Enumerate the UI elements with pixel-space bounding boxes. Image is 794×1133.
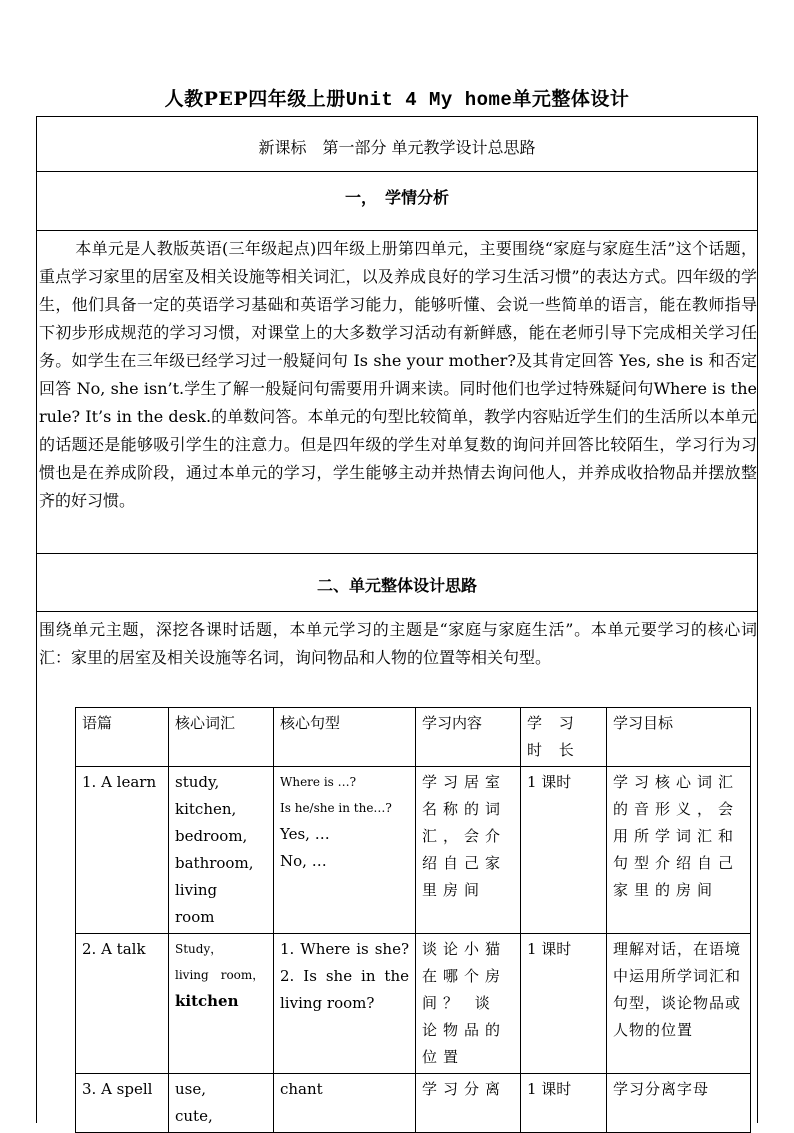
section1-body: [39, 235, 757, 515]
title-suffix: 单元整体设计: [512, 88, 630, 110]
cell-vocab: [169, 934, 274, 1074]
cell-vocab: use, cute,: [169, 1074, 274, 1133]
cell-text: 1. A learn: [76, 767, 169, 934]
header-row-label: 新课标 第一部分 单元教学设计总思路: [258, 138, 536, 157]
title-prefix: 人教PEP四年级上册: [164, 88, 346, 110]
unit-plan-table: [75, 707, 751, 1133]
table-header-row: [76, 708, 751, 767]
table-row: [76, 1074, 751, 1133]
col-header-duration: 学 习 时 长: [521, 708, 607, 767]
vocab-item: kitchen,: [175, 800, 237, 818]
vocab-item: living room: [175, 881, 233, 926]
divider-4: [37, 611, 757, 612]
divider-1: [37, 171, 757, 172]
col-header-goal: 学习目标: [607, 708, 751, 767]
cell-duration: 1 课时: [521, 767, 607, 934]
pattern-item: Is he/she in the…?: [280, 801, 392, 815]
cell-text: 2. A talk: [76, 934, 169, 1074]
col-header-pattern: 核心句型: [274, 708, 416, 767]
cell-goal: 学习分离字母: [607, 1074, 751, 1133]
col-header-text: 语篇: [76, 708, 169, 767]
cell-duration: 1 课时: [521, 1074, 607, 1133]
pattern-item: Yes, …: [280, 825, 330, 843]
cell-content: 学习分离: [416, 1074, 521, 1133]
table-row: [76, 934, 751, 1074]
vocab-item: bathroom,: [175, 854, 254, 872]
pattern-item: Where is …?: [280, 775, 357, 789]
section2-title: 二、单元整体设计思路: [316, 576, 477, 595]
cell-pattern: 1. Where is she? 2. Is she in the living room?: [274, 934, 416, 1074]
outer-table: [36, 116, 758, 1123]
vocab-item: Study，: [175, 942, 223, 956]
section2-body: 围绕单元主题，深挖各课时话题，本单元学习的主题是“家庭与家庭生活”。本单元要学习的核心词汇：家里的居室及相关设施等名词，询问物品和人物的位置等相关句型。: [39, 620, 757, 667]
divider-3: [37, 553, 757, 554]
pattern-item: No, …: [280, 852, 327, 870]
cell-pattern: [274, 767, 416, 934]
title-unit: Unit 4 My home: [345, 89, 513, 111]
cell-content: 学习居室名称的词汇，会介绍自己家里房间: [416, 767, 521, 934]
cell-text: 3. A spell: [76, 1074, 169, 1133]
divider-2: [37, 230, 757, 231]
vocab-item: living room，: [175, 968, 265, 982]
table-row: [76, 767, 751, 934]
cell-content: 谈论小猫在哪个房间？ 谈论物品的位置: [416, 934, 521, 1074]
cell-pattern: chant: [274, 1074, 416, 1133]
cell-duration: 1 课时: [521, 934, 607, 1074]
section1-body-text: 本单元是人教版英语(三年级起点)四年级上册第四单元，主要围绕“家庭与家庭生活”这个话题，重点学习家里的居室及相关设施等相关词汇，以及养成良好的学习生活习惯”的表达方式。四年级的学生，他们具备一定的英语学习基础和英语学习能力，能够听懂、会说一些简单的语言，能在教师指导下初步形成规范的学习习惯，对课堂上的大多数学习活动有新鲜感，能在老师引导下完成相关学习任务。如学生在三年级已经学习过一般疑问句 Is she your mother?及其肯定回答 Yes, she is 和否定回答 No, she isn’t.学生了解一般疑问句需要用升调来读。同时他们也学过特殊疑问句Where is the rule? It’s in the desk.的单数问答。本单元的句型比较简单，教学内容贴近学生们的生活所以本单元的话题还是能够吸引学生的注意力。但是四年级的学生对单复数的询问并回答比较陌生，学习行为习惯也是在养成阶段，通过本单元的学习，学生能够主动并热情去询问他人，并养成收拾物品并摆放整齐的好习惯。: [39, 239, 757, 510]
vocab-item: study,: [175, 773, 220, 791]
col-header-vocab: 核心词汇: [169, 708, 274, 767]
cell-vocab: [169, 767, 274, 934]
vocab-item: bedroom,: [175, 827, 248, 845]
vocab-item: kitchen: [175, 992, 239, 1010]
document-title: [0, 84, 794, 111]
cell-goal: 学习核心词汇的音形义，会用所学词汇和句型介绍自己家里的房间: [607, 767, 751, 934]
section1-title: 一， 学情分析: [344, 188, 449, 207]
cell-goal: 理解对话，在语境中运用所学词汇和句型，谈论物品或人物的位置: [607, 934, 751, 1074]
col-header-content: 学习内容: [416, 708, 521, 767]
